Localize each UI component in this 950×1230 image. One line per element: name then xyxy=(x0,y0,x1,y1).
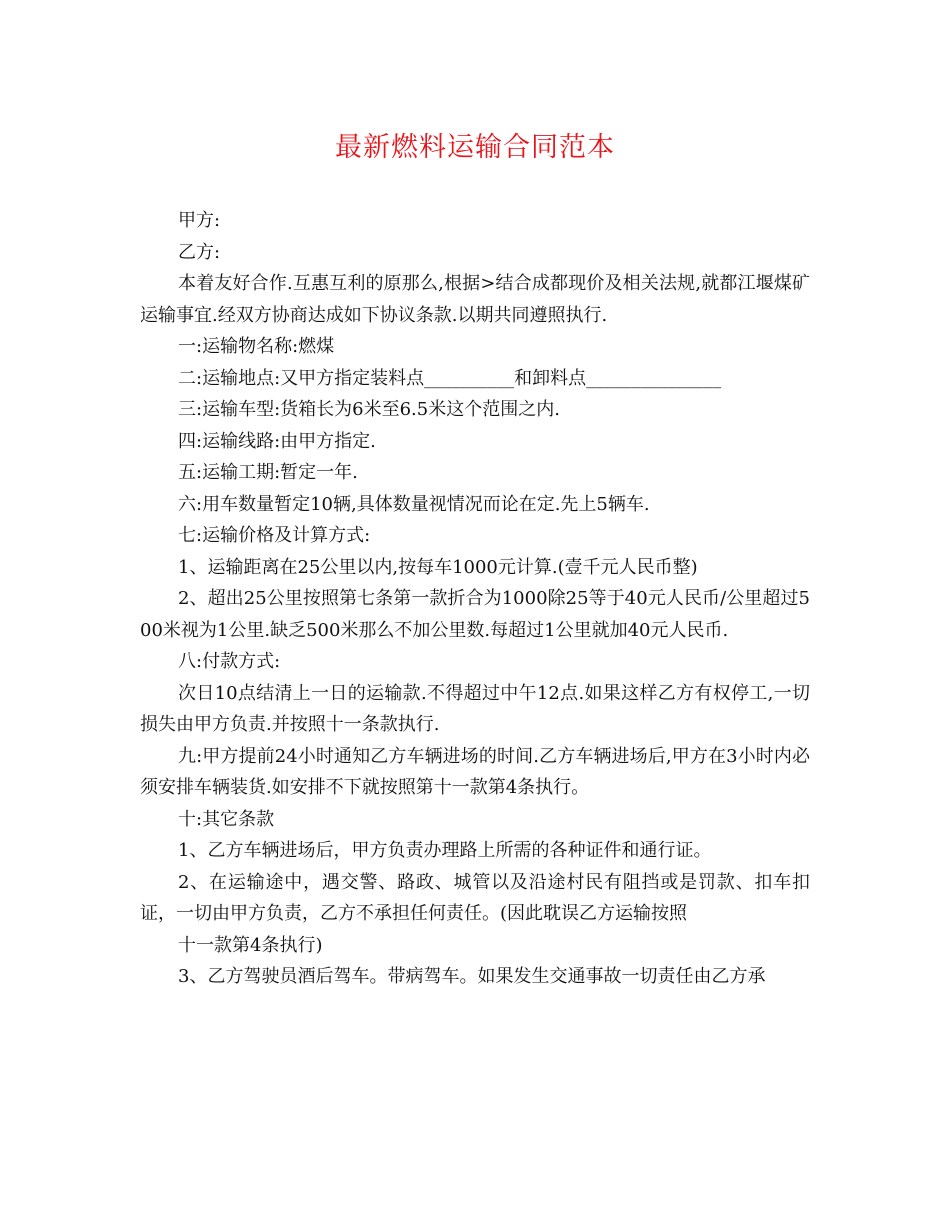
paragraph-clause-2: 二:运输地点:又甲方指定装料点__________和卸料点_______________ xyxy=(178,367,722,389)
paragraph-clause-8: 八:付款方式: xyxy=(178,651,281,672)
paragraph-clause-1: 一:运输物名称:燃煤 xyxy=(178,336,335,357)
paragraph-clause-10-item-3: 3、乙方驾驶员酒后驾车。带病驾车。如果发生交通事故一切责任由乙方承 xyxy=(178,966,766,987)
document-title: 最新燃料运输合同范本 xyxy=(335,132,615,163)
paragraph-clause-10-item-2: 2、在运输途中，遇交警、路政、城管以及沿途村民有阻挡或是罚款、扣车扣证，一切由甲方负责，乙方不承担任何责任。(因此耽误乙方运输按照 xyxy=(140,871,810,924)
paragraph-clause-10-item-2-cont: 十一款第4条执行) xyxy=(178,934,323,956)
paragraph-party-a: 甲方: xyxy=(178,210,221,231)
paragraph-clause-5: 五:运输工期:暂定一年. xyxy=(178,462,358,483)
document-body xyxy=(140,205,810,993)
paragraph-clause-7-item-2: 2、超出25公里按照第七条第一款折合为1000除25等于40元人民币/公里超过500米视为1公里.缺乏500米那么不加公里数.每超过1公里就加40元人民币. xyxy=(140,588,810,641)
paragraph-clause-4: 四:运输线路:由甲方指定. xyxy=(178,430,376,452)
paragraph-clause-8-detail: 次日10点结清上一日的运输款.不得超过中午12点.如果这样乙方有权停工,一切损失由甲方负责.并按照十一条款执行. xyxy=(140,682,810,735)
paragraph-clause-10-item-1: 1、乙方车辆进场后，甲方负责办理路上所需的各种证件和通行证。 xyxy=(178,840,712,861)
paragraph-clause-10: 十:其它条款 xyxy=(178,808,275,830)
paragraph-clause-7: 七:运输价格及计算方式: xyxy=(178,525,371,546)
paragraph-preamble: 本着友好合作.互惠互利的原那么,根据>结合成都现价及相关法规,就都江堰煤矿运输事宜.经双方协商达成如下协议条款.以期共同遵照执行. xyxy=(140,273,810,326)
paragraph-clause-7-item-1: 1、运输距离在25公里以内,按每车1000元计算.(壹千元人民币整) xyxy=(178,556,698,578)
paragraph-clause-9: 九:甲方提前24小时通知乙方车辆进场的时间.乙方车辆进场后,甲方在3小时内必须安排车辆装货.如安排不下就按照第十一款第4条执行。 xyxy=(140,745,810,798)
paragraph-party-b: 乙方: xyxy=(178,241,221,263)
paragraph-clause-3: 三:运输车型:货箱长为6米至6.5米这个范围之内. xyxy=(178,399,560,420)
paragraph-clause-6: 六:用车数量暂定10辆,具体数量视情况而论在定.先上5辆车. xyxy=(178,493,650,515)
